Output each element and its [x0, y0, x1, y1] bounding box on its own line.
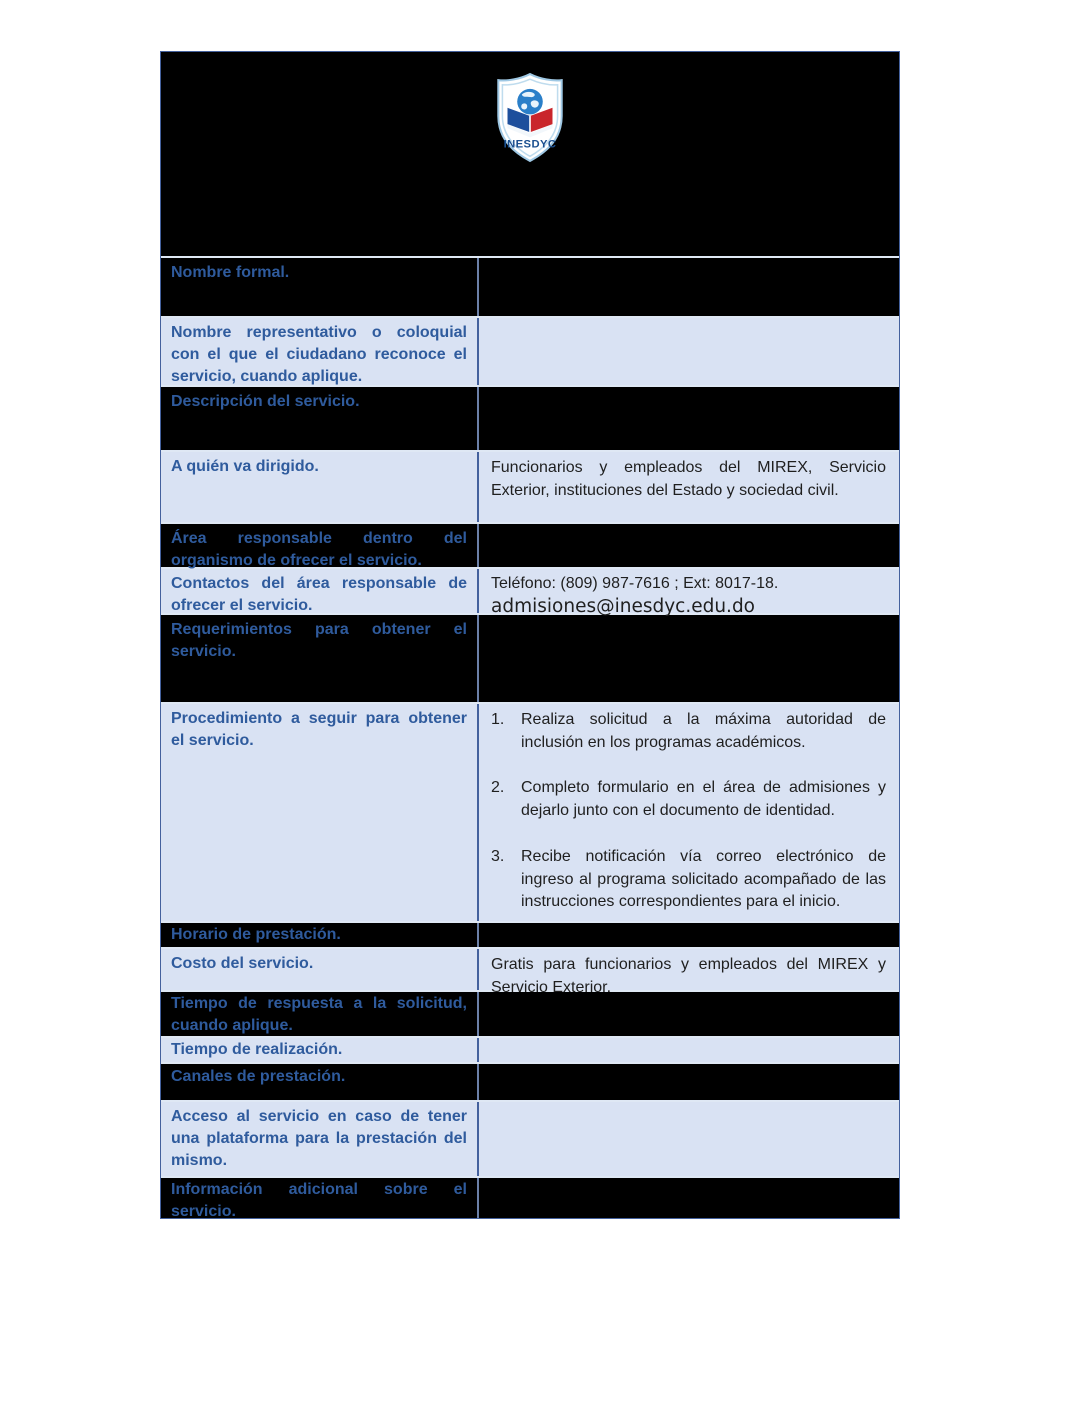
label-cell	[161, 615, 479, 702]
value-cell-redacted	[479, 1064, 899, 1100]
step-text: Completo formulario en el área de admisiones y dejarlo junto con el documento de identidad.	[521, 779, 886, 820]
label-cell	[161, 258, 479, 316]
step-number: 1.	[491, 711, 505, 728]
value-cell-redacted	[479, 992, 899, 1036]
table-row-nombre-representativo	[161, 316, 899, 385]
row-label: Nombre representativo o coloquial con el que el ciudadano reconoce el servicio, cuando aplique.	[171, 324, 467, 386]
inesdyc-logo	[494, 72, 566, 169]
shield-icon	[494, 72, 566, 164]
value-cell	[479, 569, 899, 617]
row-label: Canales de prestación.	[171, 1068, 346, 1085]
table-row-canales	[161, 1062, 899, 1100]
row-label: Tiempo de realización.	[171, 1041, 343, 1058]
procedure-step	[491, 777, 886, 822]
label-cell	[161, 452, 479, 522]
step-text: Realiza solicitud a la máxima autoridad de inclusión en los programas académicos.	[521, 711, 886, 751]
label-cell	[161, 1102, 479, 1176]
contact-email: admisiones@inesdyc.edu.do	[491, 595, 756, 617]
label-cell	[161, 387, 479, 450]
value-cell	[479, 452, 899, 522]
table-row-area-responsable	[161, 522, 899, 570]
value-cell-redacted	[479, 615, 899, 702]
label-cell	[161, 1064, 479, 1100]
step-text: Recibe notificación vía correo electrónico de ingreso al programa solicitado acompañado de las instrucciones correspondientes para el inicio.	[521, 847, 886, 911]
logo-text: INESDYC	[503, 138, 557, 151]
row-label: Contactos del área responsable de ofrecer el servicio.	[171, 575, 467, 615]
label-cell	[161, 1178, 479, 1221]
label-cell	[161, 569, 479, 613]
row-label: Procedimiento a seguir para obtener el servicio.	[171, 710, 467, 750]
table-row-requerimientos	[161, 613, 899, 702]
row-label: Costo del servicio.	[171, 955, 314, 972]
value-cell-redacted	[479, 524, 899, 567]
label-cell	[161, 992, 479, 1036]
row-value: Funcionarios y empleados del MIREX, Servicio Exterior, instituciones del Estado y sociedad civil.	[491, 459, 886, 499]
table-row-a-quien-va-dirigido	[161, 450, 899, 522]
label-cell	[161, 704, 479, 921]
table-row-tiempo-respuesta	[161, 990, 899, 1036]
contact-phone: Teléfono: (809) 987-7616 ; Ext: 8017-18.	[491, 575, 779, 592]
table-row-contactos	[161, 567, 899, 617]
value-cell-redacted	[479, 923, 899, 947]
table-row-tiempo-realizacion	[161, 1036, 899, 1062]
value-cell	[479, 704, 899, 921]
table-row-acceso-plataforma	[161, 1100, 899, 1176]
row-label: Información adicional sobre el servicio.	[171, 1181, 467, 1221]
globe-icon	[517, 89, 543, 115]
header-banner	[161, 52, 899, 256]
step-number: 3.	[491, 847, 505, 865]
procedure-step	[491, 709, 886, 754]
label-cell	[161, 318, 479, 385]
table-row-descripcion	[161, 385, 899, 450]
value-cell-redacted	[479, 1178, 899, 1218]
row-value: Gratis para funcionarios y empleados del MIREX y Servicio Exterior.	[491, 956, 886, 996]
table-row-informacion-adicional	[161, 1176, 899, 1221]
row-label: A quién va dirigido.	[171, 458, 319, 475]
label-cell	[161, 524, 479, 570]
label-cell	[161, 949, 479, 990]
row-label: Área responsable dentro del organismo de ofrecer el servicio.	[171, 530, 467, 570]
row-label: Requerimientos para obtener el servicio.	[171, 621, 467, 661]
label-cell	[161, 1038, 479, 1062]
value-cell-redacted	[479, 387, 899, 450]
table-row-procedimiento	[161, 702, 899, 921]
label-cell	[161, 923, 479, 947]
table-row-costo	[161, 947, 899, 996]
procedure-step	[491, 846, 886, 914]
row-label: Acceso al servicio en caso de tener una plataforma para la prestación del mismo.	[171, 1108, 467, 1170]
row-label: Descripción del servicio.	[171, 393, 360, 410]
step-number: 2.	[491, 779, 505, 797]
row-label: Nombre formal.	[171, 264, 290, 281]
row-label: Tiempo de respuesta a la solicitud, cuando aplique.	[171, 995, 467, 1035]
value-cell-empty	[479, 1038, 899, 1062]
value-cell-redacted	[479, 258, 899, 316]
table-row-nombre-formal	[161, 256, 899, 316]
table-row-horario	[161, 921, 899, 947]
value-cell-empty	[479, 318, 899, 385]
value-cell	[479, 949, 899, 996]
row-label: Horario de prestación.	[171, 926, 341, 943]
value-cell-empty	[479, 1102, 899, 1176]
service-charter-document	[160, 51, 900, 1219]
